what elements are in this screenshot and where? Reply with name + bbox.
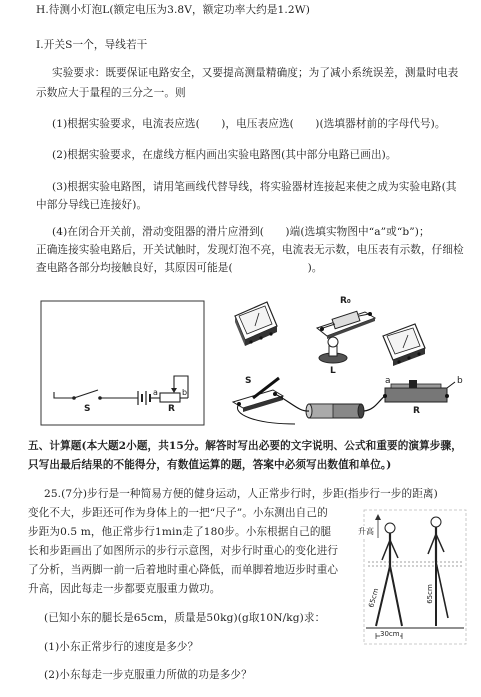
question-2: (2)根据实验要求，在虚线方框内画出实验电路图(其中部分电路已画出)。 (52, 149, 397, 161)
apparatus-label-r: R (413, 406, 420, 416)
resistor-r0-icon (317, 311, 375, 339)
walking-diagram (358, 508, 468, 648)
ammeter-icon (383, 324, 425, 366)
circuit-label-s: S (84, 404, 91, 414)
q25-line-1: 25.(7分)步行是一种简易方便的健身运动，人正常步行时，步距(指步行一步的距离) (44, 488, 438, 500)
walk-label-step: 30cm (380, 630, 400, 638)
walk-label-leg1: 65cm (367, 587, 381, 609)
circuit-label-r: R (168, 404, 175, 414)
q25-line-6: 升高，因此每走一步都要克服重力做功。 (28, 583, 221, 595)
lamp-icon (319, 337, 347, 363)
apparatus-label-s: S (245, 376, 252, 386)
question-1: (1)根据实验要求，电流表应选( )，电压表应选( )(选填器材前的字母代号)。 (52, 118, 446, 130)
apparatus-label-b: b (457, 376, 463, 386)
circuit-diagram (40, 300, 205, 426)
walk-label-raise: 升高 (358, 527, 374, 536)
walking-figure (358, 508, 468, 648)
item-h-lamp: H.待测小灯泡L(额定电压为3.8V，额定功率大约是1.2W) (36, 4, 310, 16)
walker-2-icon (425, 517, 448, 626)
question-4-line-1: (4)在闭合开关前，滑动变阻器的滑片应滑到( )端(选填实物图中“a”或“b”)； (52, 226, 430, 238)
walker-1-icon (376, 523, 402, 626)
q25-line-4: 长和步距画出了如图所示的步行示意图，对步行时重心的变化进行 (28, 545, 339, 557)
question-3-line-1: (3)根据实验电路图，请用笔画线代替导线，将实验器材连接起来使之成为实验电路(其 (52, 181, 457, 193)
voltmeter-icon (235, 302, 277, 346)
apparatus-drawing (225, 296, 471, 430)
apparatus-picture (225, 296, 471, 430)
requirement-line-1: 实验要求：既要保证电路安全，又要提高测量精确度；为了减小系统误差，测量时电表 (52, 67, 459, 79)
q25-sub-2: (2)小东每走一步克服重力所做的功是多少？ (44, 669, 252, 681)
apparatus-label-a: a (385, 376, 391, 386)
q25-given: (已知小东的腿长是65cm，质量是50kg)(g取10N/kg)求： (44, 612, 326, 624)
walk-label-leg2: 65cm (425, 584, 434, 604)
circuit-label-b: b (182, 388, 188, 397)
circuit-label-a: a (153, 388, 158, 397)
q25-line-2: 变化不大，步距还可作为身体上的一把“尺子”。小东测出自己的 (28, 507, 328, 519)
q25-line-3: 步距为0.5 m，他正常步行1min走了180步。小东根据自己的腿 (28, 526, 332, 538)
circuit-diagram-box (40, 300, 205, 426)
section-five-heading: 五、计算题(本大题2小题，共15分。解答时写出必要的文字说明、公式和重要的演算步骤， (28, 440, 462, 452)
apparatus-label-r0: R₀ (340, 296, 351, 306)
question-4-line-2: 正确连接实验电路后，开关试触时，发现灯泡不亮，电流表无示数，电压表有示数，仔细检 (36, 244, 464, 256)
question-4-line-3: 查电路各部分均接触良好，其原因可能是( )。 (36, 262, 323, 274)
q25-sub-1: (1)小东正常步行的速度是多少？ (44, 641, 199, 653)
rheostat-icon (383, 380, 455, 402)
question-3-line-2: 中部分导线已连接好)。 (36, 199, 148, 211)
knife-switch-icon (233, 378, 283, 412)
q25-line-5: 了分析，当两脚一前一后着地时重心降低，而单脚着地迈步时重心 (28, 564, 339, 576)
apparatus-label-l: L (330, 366, 336, 376)
requirement-line-2: 示数应大于量程的三分之一。则 (36, 87, 186, 99)
item-i-switch: I.开关S一个，导线若干 (36, 39, 148, 51)
section-five-instruction: 只写出最后结果的不能得分，有数值运算的题，答案中必须写出数值和单位。) (28, 459, 392, 471)
battery-icon (306, 404, 364, 418)
